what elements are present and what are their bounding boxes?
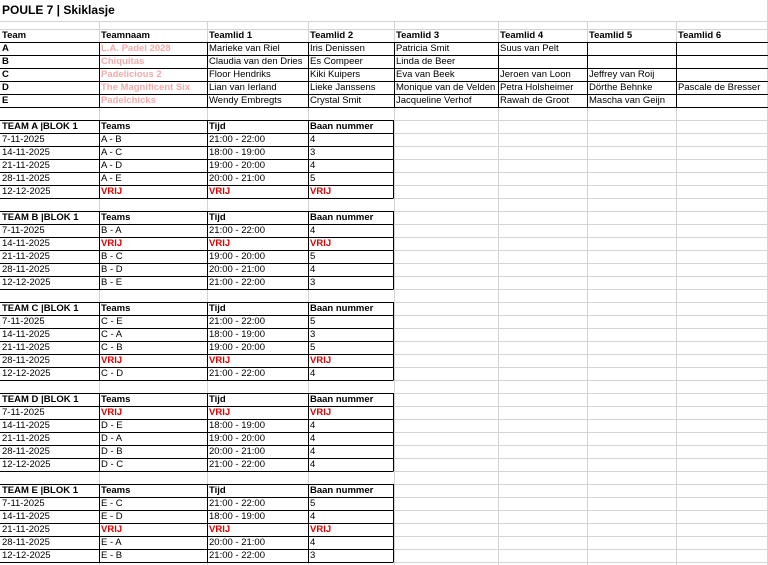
schedule-header-cell[interactable]: Tijd: [209, 121, 226, 132]
date-cell[interactable]: 14-11-2025: [2, 238, 50, 249]
team-member-cell[interactable]: Crystal Smit: [310, 95, 362, 106]
date-cell[interactable]: 28-11-2025: [2, 537, 50, 548]
court-cell[interactable]: 4: [310, 446, 316, 457]
date-cell[interactable]: 7-11-2025: [2, 498, 45, 509]
teams-row: [0, 68, 768, 81]
teams-header-cell[interactable]: Teamlid 4: [500, 30, 544, 41]
court-cell[interactable]: 4: [310, 459, 316, 470]
team-member-cell[interactable]: Lieke Janssens: [310, 82, 376, 93]
schedule-header-cell[interactable]: Teams: [101, 394, 131, 405]
date-cell[interactable]: 21-11-2025: [2, 342, 50, 353]
schedule-header-cell[interactable]: Teams: [101, 121, 131, 132]
team-member-cell[interactable]: [676, 42, 768, 55]
schedule-row: [0, 497, 768, 510]
teams-header-cell[interactable]: Teamlid 2: [310, 30, 354, 41]
schedule-row: [0, 224, 768, 237]
time-cell[interactable]: VRIJ: [209, 355, 231, 366]
schedule-header-cell[interactable]: TEAM E |BLOK 1: [2, 485, 79, 496]
schedule-header-cell[interactable]: Baan nummer: [310, 485, 374, 496]
date-cell[interactable]: 12-12-2025: [2, 186, 51, 197]
schedule-row: [0, 159, 768, 172]
schedule-row: [0, 445, 768, 458]
team-name-cell[interactable]: Padelicious 2: [101, 69, 162, 80]
court-cell[interactable]: 4: [310, 511, 316, 522]
teams-header-cell[interactable]: Team: [2, 30, 27, 41]
date-cell[interactable]: 12-12-2025: [2, 550, 51, 561]
schedule-header-cell[interactable]: TEAM D |BLOK 1: [2, 394, 79, 405]
court-cell[interactable]: 5: [310, 173, 316, 184]
time-cell[interactable]: 20:00 - 21:00: [209, 264, 265, 275]
teams-header-cell[interactable]: Teamlid 6: [678, 30, 722, 41]
schedule-row: [0, 315, 768, 328]
match-cell[interactable]: D - B: [101, 446, 123, 457]
schedule-row: [0, 354, 768, 367]
court-cell[interactable]: VRIJ: [310, 355, 332, 366]
schedule-header-row: [0, 302, 768, 315]
match-cell[interactable]: A - D: [101, 160, 123, 171]
time-cell[interactable]: VRIJ: [209, 186, 231, 197]
teams-row: [0, 42, 768, 55]
schedule-header-cell[interactable]: Teams: [101, 212, 131, 223]
schedule-row: [0, 263, 768, 276]
time-cell[interactable]: VRIJ: [209, 524, 231, 535]
team-member-cell[interactable]: Claudia van den Dries: [209, 56, 303, 67]
match-cell[interactable]: D - A: [101, 433, 123, 444]
court-cell[interactable]: 5: [310, 316, 316, 327]
date-cell[interactable]: 12-12-2025: [2, 277, 51, 288]
schedule-header-cell[interactable]: TEAM A |BLOK 1: [2, 121, 78, 132]
court-cell[interactable]: 5: [310, 251, 316, 262]
schedule-row: [0, 458, 768, 471]
schedule-row: [0, 419, 768, 432]
date-cell[interactable]: 21-11-2025: [2, 524, 50, 535]
date-cell[interactable]: 7-11-2025: [2, 225, 45, 236]
team-member-cell[interactable]: Floor Hendriks: [209, 69, 271, 80]
schedule-row: [0, 341, 768, 354]
schedule-row: [0, 250, 768, 263]
schedule-header-cell[interactable]: Tijd: [209, 303, 226, 314]
date-cell[interactable]: 28-11-2025: [2, 173, 50, 184]
team-member-cell[interactable]: [498, 55, 587, 68]
court-cell[interactable]: VRIJ: [310, 238, 332, 249]
court-cell[interactable]: 5: [310, 342, 316, 353]
teams-header-row: [0, 29, 768, 42]
date-cell[interactable]: 14-11-2025: [2, 329, 50, 340]
team-member-cell[interactable]: Monique van de Velden: [396, 82, 496, 93]
date-cell[interactable]: 12-12-2025: [2, 368, 51, 379]
teams-header-cell[interactable]: Teamlid 1: [209, 30, 253, 41]
match-cell[interactable]: E - B: [101, 550, 123, 561]
date-cell[interactable]: 21-11-2025: [2, 251, 50, 262]
court-cell[interactable]: 5: [310, 498, 316, 509]
match-cell[interactable]: E - C: [101, 498, 123, 509]
date-cell[interactable]: 28-11-2025: [2, 446, 50, 457]
team-member-cell[interactable]: Patricia Smit: [396, 43, 450, 54]
schedule-row: [0, 367, 768, 380]
date-cell[interactable]: 12-12-2025: [2, 459, 51, 470]
schedule-row: [0, 172, 768, 185]
time-cell[interactable]: 21:00 - 22:00: [209, 459, 265, 470]
court-cell[interactable]: 3: [310, 147, 316, 158]
team-member-cell[interactable]: [676, 94, 768, 107]
team-member-cell[interactable]: Es Compeer: [310, 56, 363, 67]
court-cell[interactable]: 4: [310, 368, 316, 379]
schedule-row: [0, 146, 768, 159]
court-cell[interactable]: 3: [310, 329, 316, 340]
court-cell[interactable]: 4: [310, 420, 316, 431]
team-letter-cell[interactable]: C: [2, 69, 9, 80]
time-cell[interactable]: 18:00 - 19:00: [209, 511, 265, 522]
teams-header-cell[interactable]: Teamnaam: [101, 30, 150, 41]
match-cell[interactable]: C - E: [101, 316, 123, 327]
schedule-header-row: [0, 484, 768, 497]
date-cell[interactable]: 21-11-2025: [2, 160, 50, 171]
match-cell[interactable]: VRIJ: [101, 355, 123, 366]
time-cell[interactable]: 21:00 - 22:00: [209, 316, 265, 327]
court-cell[interactable]: 4: [310, 134, 316, 145]
teams-header-cell[interactable]: Teamlid 5: [589, 30, 633, 41]
team-member-cell[interactable]: Jeffrey van Roij: [589, 69, 655, 80]
team-member-cell[interactable]: [676, 55, 768, 68]
match-cell[interactable]: C - B: [101, 342, 123, 353]
date-cell[interactable]: 28-11-2025: [2, 264, 50, 275]
time-cell[interactable]: 21:00 - 22:00: [209, 550, 265, 561]
court-cell[interactable]: 4: [310, 537, 316, 548]
schedule-header-cell[interactable]: TEAM C |BLOK 1: [2, 303, 79, 314]
date-cell[interactable]: 7-11-2025: [2, 134, 45, 145]
team-member-cell[interactable]: Petra Holsheimer: [500, 82, 574, 93]
teams-row: [0, 94, 768, 107]
team-member-cell[interactable]: Iris Denissen: [310, 43, 365, 54]
team-member-cell[interactable]: [587, 55, 676, 68]
team-letter-cell[interactable]: B: [2, 56, 9, 67]
team-member-cell[interactable]: Jacqueline Verhof: [396, 95, 472, 106]
date-cell[interactable]: 14-11-2025: [2, 420, 50, 431]
match-cell[interactable]: VRIJ: [101, 524, 123, 535]
match-cell[interactable]: E - D: [101, 511, 123, 522]
teams-row: [0, 81, 768, 94]
match-cell[interactable]: VRIJ: [101, 407, 123, 418]
team-member-cell[interactable]: Marieke van Riel: [209, 43, 280, 54]
team-name-cell[interactable]: Chiquitas: [101, 56, 145, 67]
schedule-header-cell[interactable]: Baan nummer: [310, 121, 374, 132]
page-title: POULE 7 | Skiklasje: [2, 3, 115, 17]
team-letter-cell[interactable]: D: [2, 82, 9, 93]
schedule-header-row: [0, 120, 768, 133]
match-cell[interactable]: D - E: [101, 420, 123, 431]
time-cell[interactable]: 21:00 - 22:00: [209, 225, 265, 236]
schedule-row: [0, 328, 768, 341]
team-member-cell[interactable]: [587, 42, 676, 55]
team-member-cell[interactable]: [676, 68, 768, 81]
schedule-row: [0, 133, 768, 146]
team-member-cell[interactable]: Kiki Kuipers: [310, 69, 361, 80]
match-cell[interactable]: C - A: [101, 329, 123, 340]
schedule-header-cell[interactable]: Baan nummer: [310, 212, 374, 223]
team-member-cell[interactable]: Dörthe Behnke: [589, 82, 653, 93]
team-name-cell[interactable]: Padelchicks: [101, 95, 156, 106]
schedule-header-cell[interactable]: Teams: [101, 485, 131, 496]
match-cell[interactable]: B - C: [101, 251, 123, 262]
schedule-row: [0, 510, 768, 523]
schedule-header-cell[interactable]: TEAM B |BLOK 1: [2, 212, 79, 223]
team-name-cell[interactable]: L.A. Padel 2028: [101, 43, 171, 54]
teams-header-cell[interactable]: Teamlid 3: [396, 30, 440, 41]
court-cell[interactable]: VRIJ: [310, 407, 332, 418]
time-cell[interactable]: 18:00 - 19:00: [209, 147, 265, 158]
schedule-row: [0, 406, 768, 419]
time-cell[interactable]: 21:00 - 22:00: [209, 498, 265, 509]
team-member-cell[interactable]: Wendy Embregts: [209, 95, 282, 106]
team-member-cell[interactable]: Eva van Beek: [396, 69, 455, 80]
date-cell[interactable]: 7-11-2025: [2, 316, 45, 327]
match-cell[interactable]: A - B: [101, 134, 122, 145]
schedule-row: [0, 276, 768, 289]
time-cell[interactable]: 21:00 - 22:00: [209, 134, 265, 145]
court-cell[interactable]: 4: [310, 225, 316, 236]
team-member-cell[interactable]: Linda de Beer: [396, 56, 456, 67]
time-cell[interactable]: 19:00 - 20:00: [209, 251, 265, 262]
schedule-header-cell[interactable]: Tijd: [209, 485, 226, 496]
court-cell[interactable]: 3: [310, 277, 316, 288]
schedule-header-row: [0, 393, 768, 406]
match-cell[interactable]: C - D: [101, 368, 124, 379]
teams-row: [0, 55, 768, 68]
match-cell[interactable]: VRIJ: [101, 238, 123, 249]
team-letter-cell[interactable]: E: [2, 95, 9, 106]
team-member-cell[interactable]: Rawah de Groot: [500, 95, 570, 106]
court-cell[interactable]: VRIJ: [310, 186, 332, 197]
time-cell[interactable]: 20:00 - 21:00: [209, 537, 265, 548]
schedule-header-cell[interactable]: Teams: [101, 303, 131, 314]
date-cell[interactable]: 28-11-2025: [2, 355, 50, 366]
schedule-row: [0, 549, 768, 562]
time-cell[interactable]: 19:00 - 20:00: [209, 433, 265, 444]
schedule-row: [0, 523, 768, 536]
date-cell[interactable]: 21-11-2025: [2, 433, 50, 444]
match-cell[interactable]: D - C: [101, 459, 124, 470]
match-cell[interactable]: B - D: [101, 264, 123, 275]
time-cell[interactable]: 18:00 - 19:00: [209, 329, 265, 340]
schedule-header-row: [0, 211, 768, 224]
schedule-row: [0, 432, 768, 445]
match-cell[interactable]: B - A: [101, 225, 122, 236]
match-cell[interactable]: B - E: [101, 277, 123, 288]
time-cell[interactable]: 20:00 - 21:00: [209, 446, 265, 457]
court-cell[interactable]: 4: [310, 433, 316, 444]
date-cell[interactable]: 7-11-2025: [2, 407, 45, 418]
time-cell[interactable]: 19:00 - 20:00: [209, 160, 265, 171]
time-cell[interactable]: 18:00 - 19:00: [209, 420, 265, 431]
match-cell[interactable]: A - E: [101, 173, 122, 184]
team-member-cell[interactable]: Suus van Pelt: [500, 43, 559, 54]
date-cell[interactable]: 14-11-2025: [2, 147, 50, 158]
court-cell[interactable]: 4: [310, 160, 316, 171]
schedule-header-cell[interactable]: Baan nummer: [310, 303, 374, 314]
match-cell[interactable]: E - A: [101, 537, 122, 548]
schedule-row: [0, 237, 768, 250]
time-cell[interactable]: VRIJ: [209, 407, 231, 418]
team-member-cell[interactable]: Lian van Ierland: [209, 82, 277, 93]
team-member-cell[interactable]: Pascale de Bresser: [678, 82, 761, 93]
schedule-header-cell[interactable]: Tijd: [209, 394, 226, 405]
time-cell[interactable]: 20:00 - 21:00: [209, 173, 265, 184]
team-letter-cell[interactable]: A: [2, 43, 9, 54]
team-name-cell[interactable]: The Magnificent Six: [101, 82, 191, 93]
schedule-row: [0, 536, 768, 549]
team-member-cell[interactable]: Jeroen van Loon: [500, 69, 571, 80]
time-cell[interactable]: VRIJ: [209, 238, 231, 249]
match-cell[interactable]: A - C: [101, 147, 123, 158]
court-cell[interactable]: 3: [310, 550, 316, 561]
time-cell[interactable]: 21:00 - 22:00: [209, 368, 265, 379]
team-member-cell[interactable]: Mascha van Geijn: [589, 95, 666, 106]
court-cell[interactable]: VRIJ: [310, 524, 332, 535]
schedule-header-cell[interactable]: Baan nummer: [310, 394, 374, 405]
court-cell[interactable]: 4: [310, 264, 316, 275]
match-cell[interactable]: VRIJ: [101, 186, 123, 197]
time-cell[interactable]: 21:00 - 22:00: [209, 277, 265, 288]
date-cell[interactable]: 14-11-2025: [2, 511, 50, 522]
schedule-row: [0, 185, 768, 198]
time-cell[interactable]: 19:00 - 20:00: [209, 342, 265, 353]
schedule-header-cell[interactable]: Tijd: [209, 212, 226, 223]
